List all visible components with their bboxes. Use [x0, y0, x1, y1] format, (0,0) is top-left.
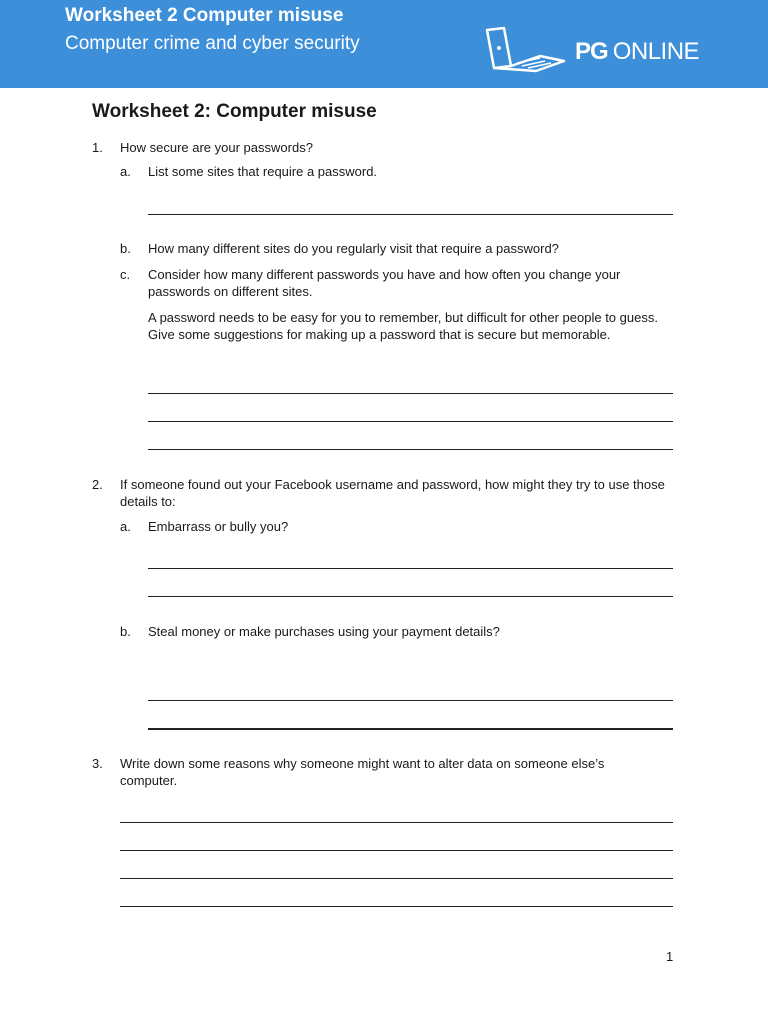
- answer-line: [148, 596, 673, 597]
- question-2b-text: Steal money or make purchases using your payment details?: [148, 624, 500, 639]
- answer-line: [148, 728, 673, 730]
- logo-text-strong: PG: [575, 38, 608, 65]
- question-1a-text: List some sites that require a password.: [148, 164, 378, 179]
- answer-line: [148, 700, 673, 701]
- header-banner: [0, 0, 768, 88]
- question-2-text: If someone found out your Facebook username and password, how might they try to use those details to:: [120, 477, 665, 509]
- answer-line: [148, 449, 673, 450]
- question-1b-label: b.: [120, 241, 131, 256]
- question-2a-text: Embarrass or bully you?: [148, 519, 289, 534]
- question-2a-label: a.: [120, 519, 131, 534]
- question-1c-label: c.: [120, 267, 131, 282]
- question-1c-followup: A password needs to be easy for you to remember, but difficult for other people to guess. Give some suggestions for making up a password that is secure but memorable.: [148, 310, 658, 342]
- header-title: Worksheet 2 Computer misuse: [65, 5, 344, 26]
- answer-line: [120, 906, 673, 907]
- answer-line: [120, 850, 673, 851]
- answer-line: [148, 421, 673, 422]
- answer-line: [120, 822, 673, 823]
- answer-line: [148, 393, 673, 394]
- question-1b-text: How many different sites do you regularly visit that require a password?: [148, 241, 559, 256]
- logo-text-light: ONLINE: [612, 38, 700, 65]
- question-3-text: Write down some reasons why someone might want to alter data on someone else’s computer.: [120, 756, 605, 788]
- question-1-text: How secure are your passwords?: [120, 140, 313, 155]
- answer-line: [148, 214, 673, 215]
- laptop-icon: [484, 26, 568, 76]
- question-1a-label: a.: [120, 164, 131, 179]
- question-1c-text: Consider how many different passwords you have and how often you change your passwords on different sites.: [148, 267, 621, 299]
- page-number: 1: [666, 949, 674, 964]
- question-1-number: 1.: [92, 140, 103, 155]
- question-3-number: 3.: [92, 756, 103, 771]
- header-subtitle: Computer crime and cyber security: [65, 33, 360, 54]
- question-2b-label: b.: [120, 624, 131, 639]
- worksheet-heading: Worksheet 2: Computer misuse: [92, 101, 377, 122]
- pg-online-logo: [575, 38, 699, 66]
- question-2-number: 2.: [92, 477, 103, 492]
- answer-line: [120, 878, 673, 879]
- answer-line: [148, 568, 673, 569]
